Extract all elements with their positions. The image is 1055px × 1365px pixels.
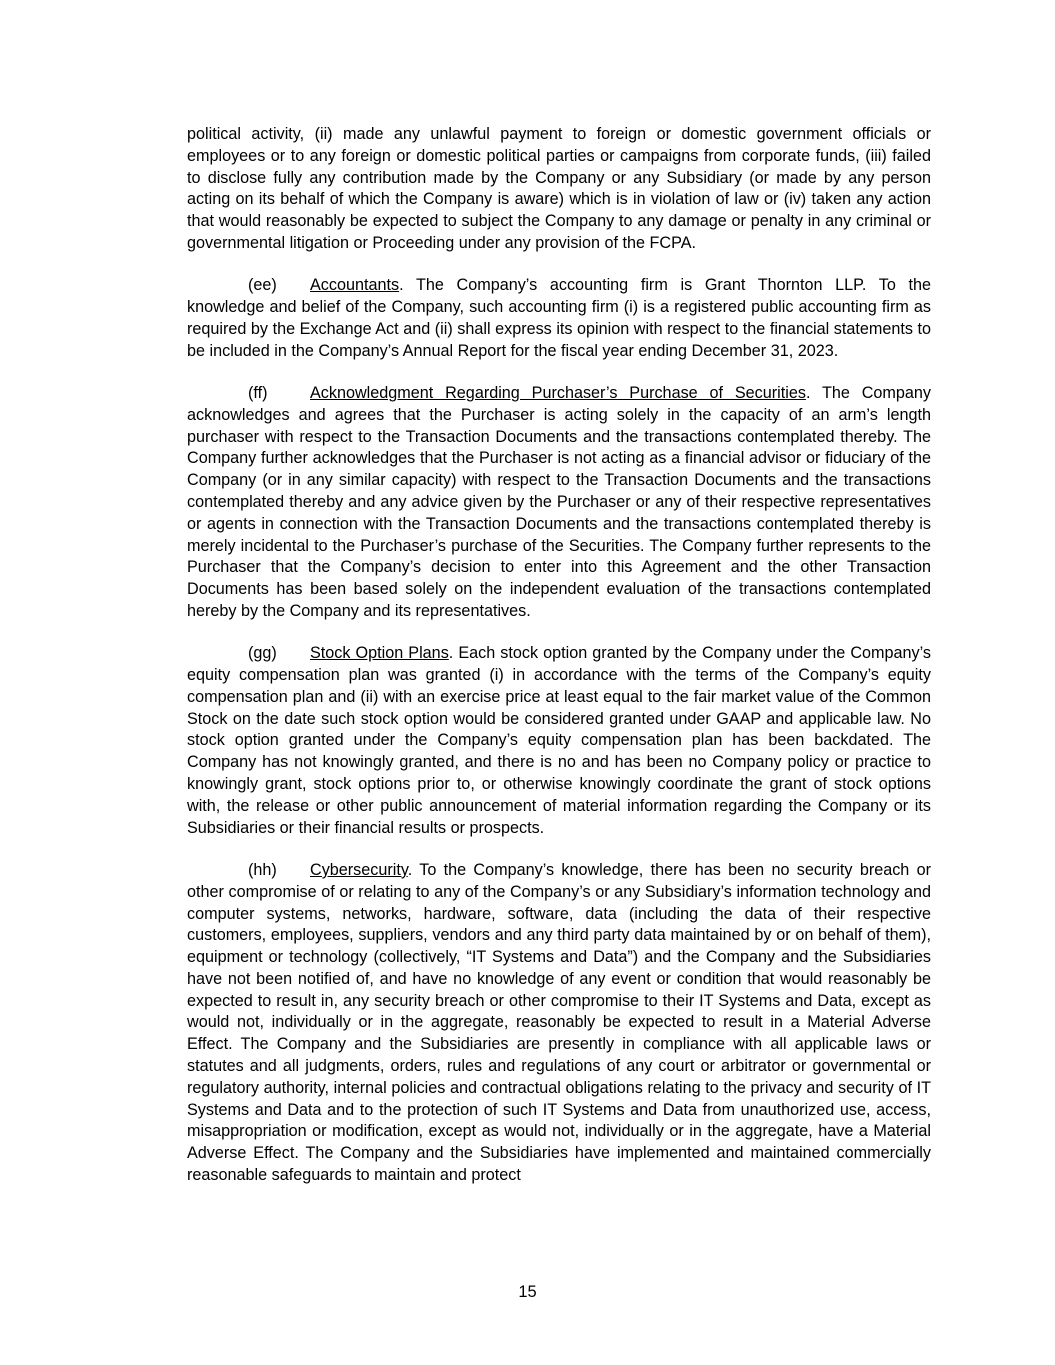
section-body: . The Company acknowledges and agrees that the Purchaser is acting solely in the capacity of an arm’s length purchaser with respect to the Transaction Documents and the transactions contemplated thereby. The Company further acknowledges that the Purchaser is not acting as a financial advisor or fiduciary of the Company (or in any similar capacity) with respect to the Transaction Documents and the transactions contemplated thereby and any advice given by the Purchaser or any of their respective representatives or agents in connection with the Transaction Documents and the transactions contemplated thereby is merely incidental to the Purchaser’s purchase of the Securities. The Company further represents to the Purchaser that the Company’s decision to enter into this Agreement and the other Transaction Documents has been based solely on the independent evaluation of the transactions contemplated hereby by the Company and its representatives. <box>187 383 932 620</box>
section-heading: Acknowledgment Regarding Purchaser’s Purchase of Securities <box>310 383 806 402</box>
section-hh <box>187 860 931 1187</box>
section-number: (gg) <box>248 644 277 663</box>
section-number: (hh) <box>248 860 277 879</box>
section-body: . To the Company’s knowledge, there has been no security breach or other compromise of or relating to any of the Company’s or any Subsidiary’s information technology and computer systems, networks, hardware, software, data (including the data of their respective customers, employees, suppliers, vendors and any third party data maintained by or on behalf of them), equipment or technology (collectively, “IT Systems and Data”) and the Company and the Subsidiaries have not been notified of, and have no knowledge of any event or condition that would reasonably be expected to result in, any security breach or other compromise to their IT Systems and Data, except as would not, individually or in the aggregate, reasonably be expected to result in a Material Adverse Effect. The Company and the Subsidiaries are presently in compliance with all applicable laws or statutes and all judgments, orders, rules and regulations of any court or arbitrator or governmental or regulatory authority, internal policies and contractual obligations relating to the privacy and security of IT Systems and Data and to the protection of such IT Systems and Data from unauthorized use, access, misappropriation or modification, except as would not, individually or in the aggregate, have a Material Adverse Effect. The Company and the Subsidiaries have implemented and maintained commercially reasonable safeguards to maintain and protect <box>187 860 931 1185</box>
document-page <box>187 124 931 1207</box>
page-number: 15 <box>518 1283 537 1301</box>
section-heading: Cybersecurity <box>310 860 408 879</box>
section-body: . The Company’s accounting firm is Grant Thornton LLP. To the knowledge and belief of the Company, such accounting firm (i) is a registered public accounting firm as required by the Exchange Act and (ii) shall express its opinion with respect to the financial statements to be included in the Company’s Annual Report for the fiscal year ending December 31, 2023. <box>187 276 931 360</box>
section-number: (ee) <box>248 276 277 295</box>
section-ff <box>187 383 931 623</box>
intro-paragraph: political activity, (ii) made any unlawful payment to foreign or domestic government officials or employees or to any foreign or domestic political parties or campaigns from corporate funds, (iii) failed to disclose fully any contribution made by the Company or any Subsidiary (or made by any person acting on its behalf of which the Company is aware) which is in violation of law or (iv) taken any action that would reasonably be expected to subject the Company to any damage or penalty in any criminal or governmental litigation or Proceeding under any provision of the FCPA. <box>187 125 931 252</box>
section-number: (ff) <box>248 383 268 402</box>
section-ee <box>187 275 931 362</box>
section-gg <box>187 643 931 839</box>
section-body: . Each stock option granted by the Company under the Company’s equity compensation plan was granted (i) in accordance with the terms of the Company’s equity compensation plan and (ii) with an exercise price at least equal to the fair market value of the Common Stock on the date such stock option would be considered granted under GAAP and applicable law. No stock option granted under the Company’s equity compensation plan has been backdated. The Company has not knowingly granted, and there is no and has been no Company policy or practice to knowingly grant, stock options prior to, or otherwise knowingly coordinate the grant of stock options with, the release or other public announcement of material information regarding the Company or its Subsidiaries or their financial results or prospects. <box>187 644 931 837</box>
section-heading: Stock Option Plans <box>310 644 449 663</box>
section-heading: Accountants <box>310 276 400 295</box>
